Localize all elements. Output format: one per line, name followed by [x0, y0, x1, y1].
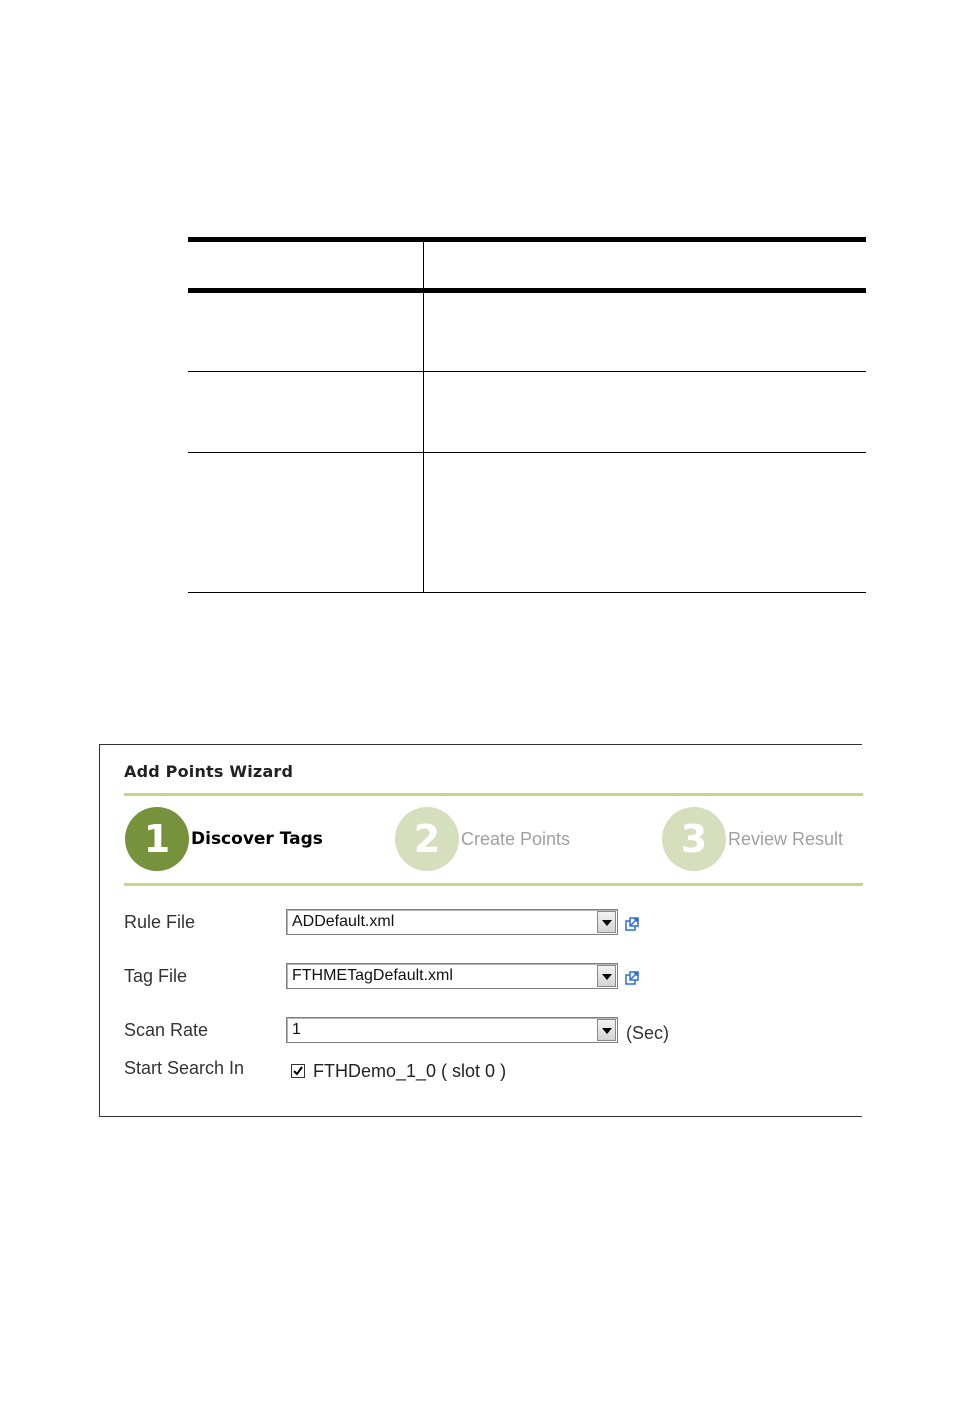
table-cell — [188, 453, 423, 592]
external-link-icon[interactable] — [625, 971, 639, 985]
step-number-badge: 3 — [662, 807, 726, 871]
wizard-title: Add Points Wizard — [124, 762, 294, 781]
scan-rate-select[interactable] — [286, 1017, 618, 1043]
start-search-in-label: Start Search In — [124, 1058, 245, 1078]
start-search-option-label: FTHDemo_1_0 ( slot 0 ) — [313, 1061, 507, 1081]
step-label: Create Points — [461, 828, 571, 849]
table-header-cell — [424, 242, 866, 288]
wizard-step-review-result[interactable] — [662, 807, 843, 871]
table-cell — [424, 293, 866, 371]
chevron-down-icon — [602, 1028, 612, 1034]
table-cell — [424, 453, 866, 592]
wizard-bottom-divider — [124, 883, 863, 886]
rule-file-dropdown-button[interactable] — [597, 911, 616, 933]
tag-file-value: FTHMETagDefault.xml — [292, 967, 453, 984]
tag-file-dropdown-button[interactable] — [597, 965, 616, 987]
table-cell — [188, 372, 423, 452]
table-cell — [424, 372, 866, 452]
chevron-down-icon — [602, 974, 612, 980]
step-label: Discover Tags — [191, 829, 323, 849]
start-search-checkbox[interactable] — [291, 1064, 305, 1078]
wizard-top-divider — [124, 793, 863, 796]
scan-rate-label: Scan Rate — [124, 1020, 209, 1040]
add-points-wizard — [99, 744, 862, 1117]
document-table — [188, 237, 866, 593]
step-number-badge: 1 — [125, 807, 189, 871]
step-number-badge: 2 — [395, 807, 459, 871]
chevron-down-icon — [602, 920, 612, 926]
table-header-cell — [188, 242, 423, 288]
step-label: Review Result — [728, 828, 844, 849]
checkmark-icon — [292, 1065, 304, 1077]
external-link-icon[interactable] — [625, 917, 639, 931]
wizard-step-discover-tags[interactable] — [125, 807, 323, 871]
rule-file-label: Rule File — [124, 912, 196, 932]
tag-file-label: Tag File — [124, 966, 188, 986]
table-bottom-rule — [188, 592, 866, 593]
rule-file-select[interactable] — [286, 909, 618, 935]
wizard-step-create-points[interactable] — [395, 807, 570, 871]
scan-rate-unit: (Sec) — [626, 1023, 670, 1043]
rule-file-value: ADDefault.xml — [292, 913, 395, 930]
table-cell — [188, 293, 423, 371]
scan-rate-dropdown-button[interactable] — [597, 1019, 616, 1041]
scan-rate-value: 1 — [292, 1021, 301, 1038]
tag-file-select[interactable] — [286, 963, 618, 989]
